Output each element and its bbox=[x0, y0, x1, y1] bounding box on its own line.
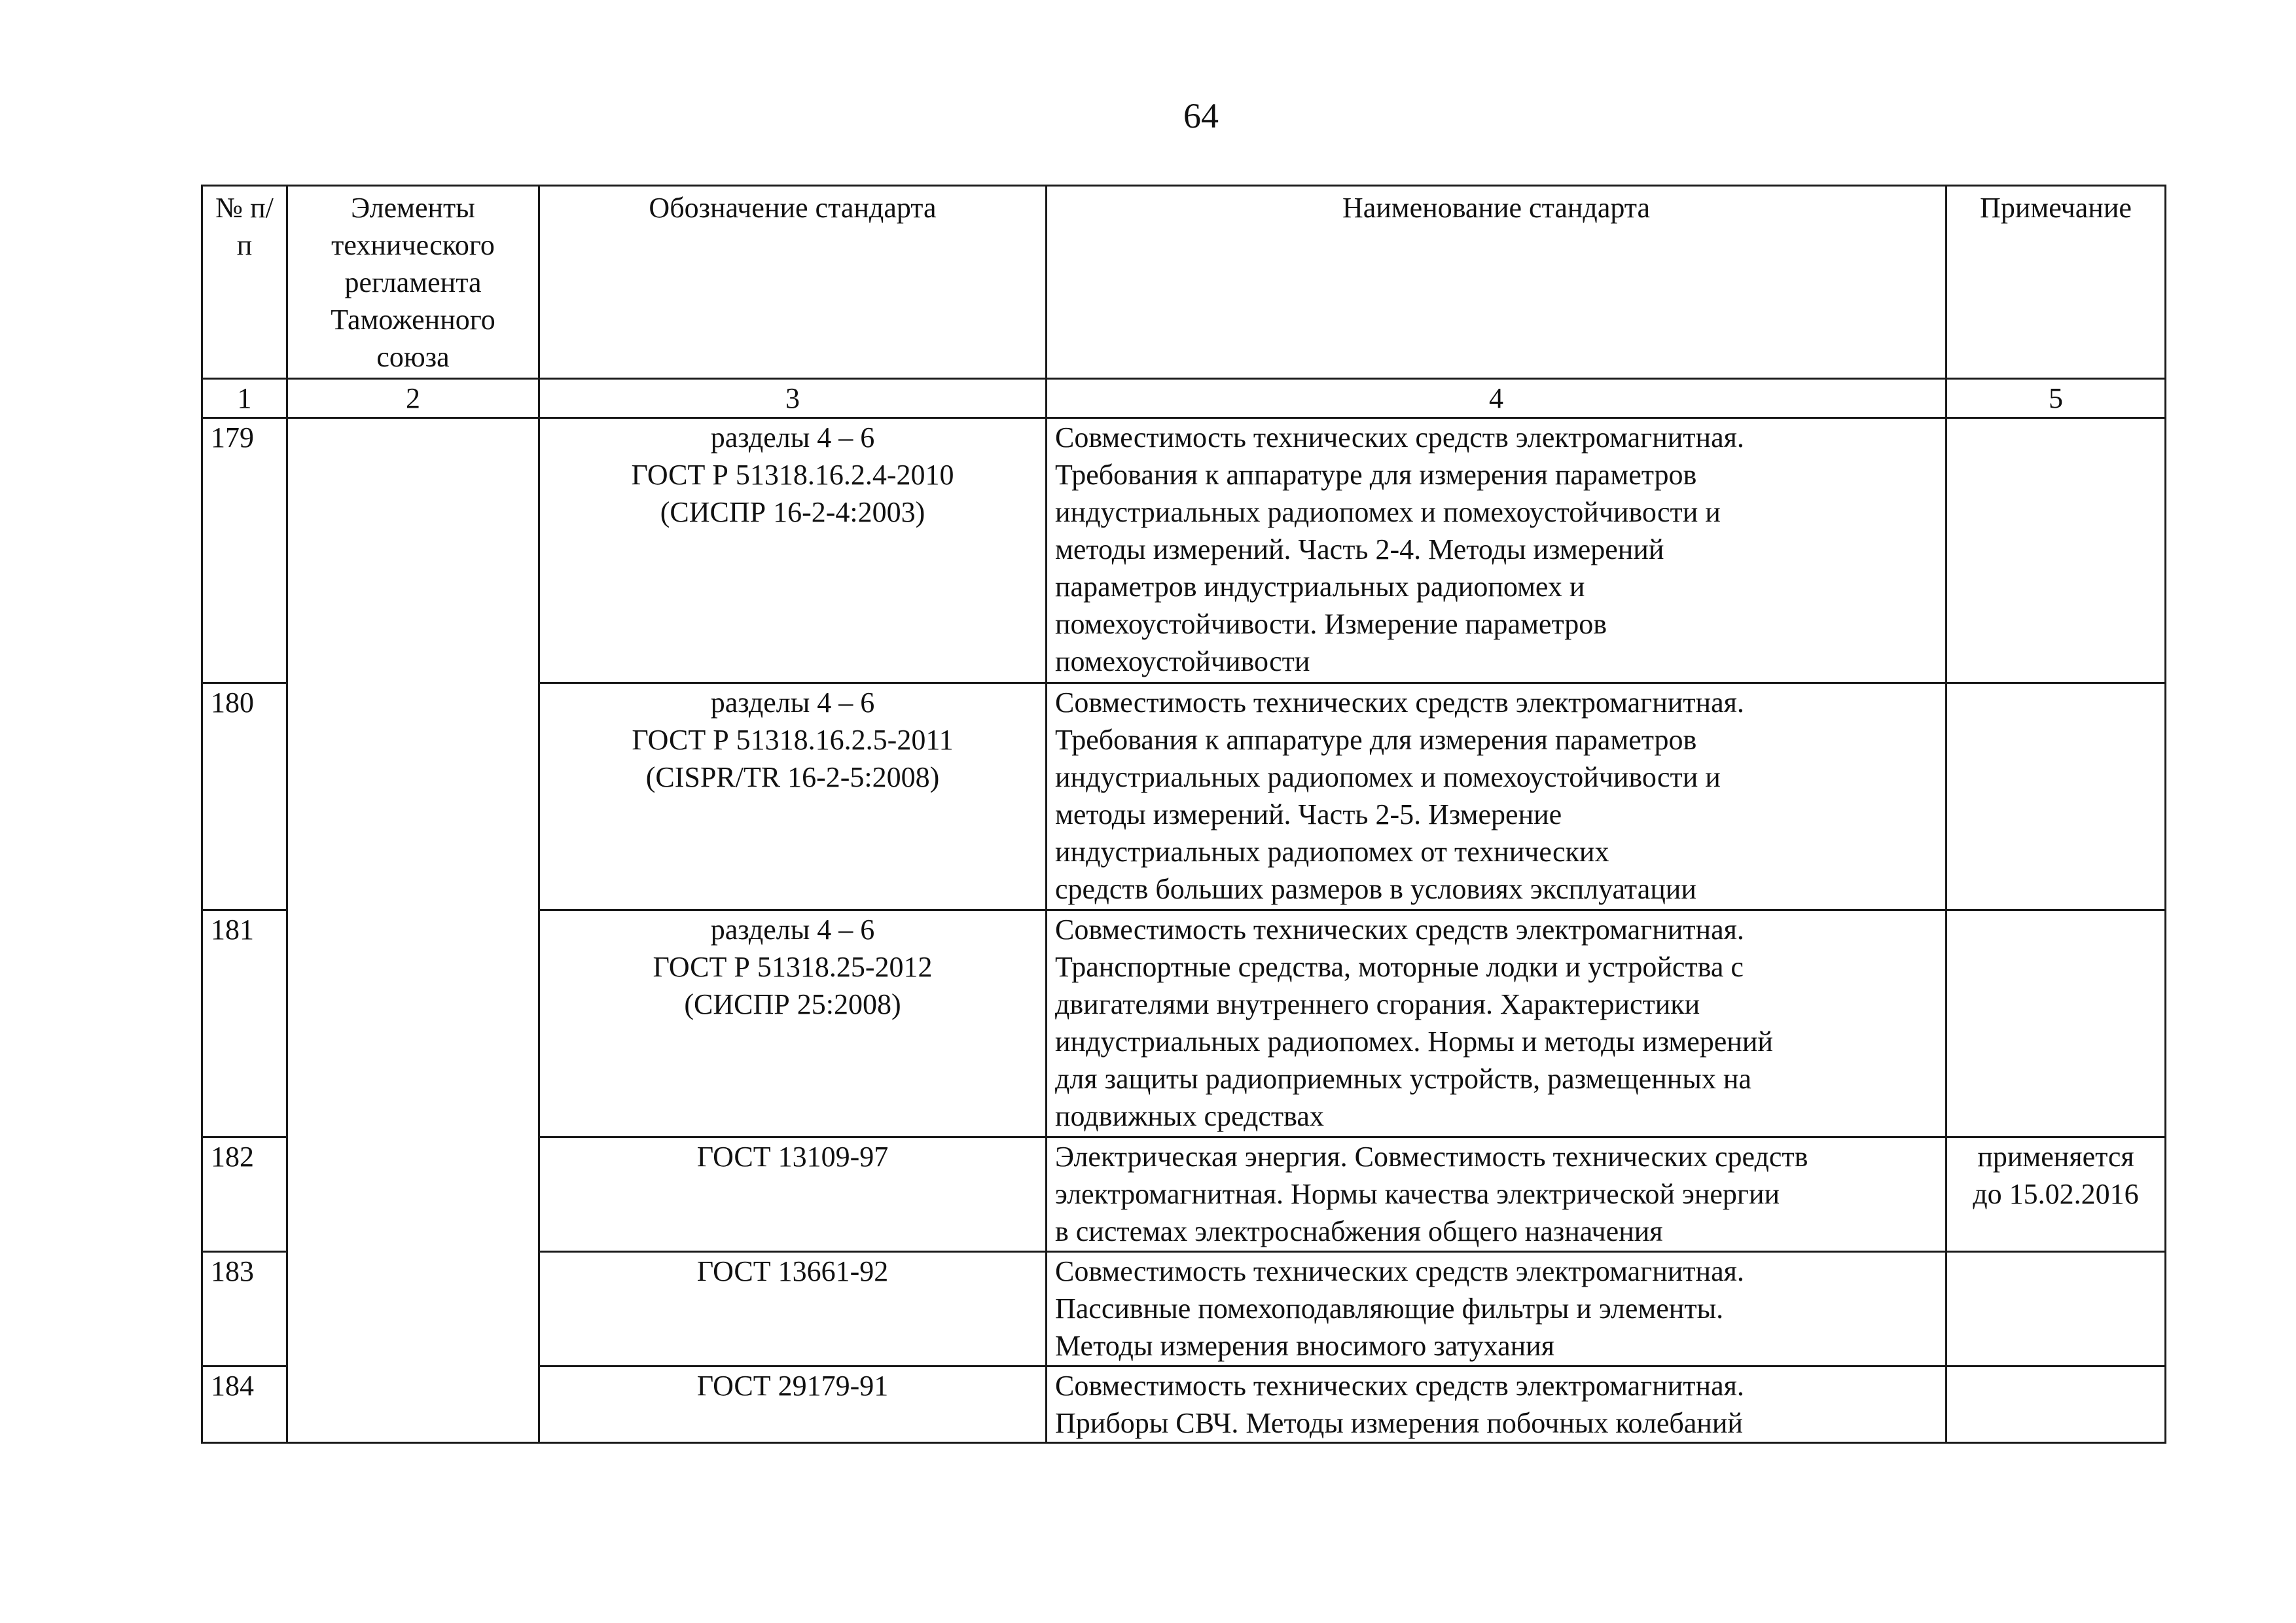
standard-name: Совместимость технических средств электромагнитная. Требования к аппаратуре для измерения параметров индустриальных радиопомех и помехоустойчивости и методы измерений. Часть 2-5. Измерение индустриальных радиопомех от технических средств больших размеров в условиях эксплуатации bbox=[1047, 683, 1946, 910]
elements-cell bbox=[287, 418, 539, 1443]
row-number: 183 bbox=[202, 1252, 287, 1366]
standard-name: Электрическая энергия. Совместимость технических средств электромагнитная. Нормы качества электрической энергии в системах электроснабжения общего назначения bbox=[1047, 1137, 1946, 1252]
column-number-row bbox=[202, 379, 2166, 418]
table-row bbox=[202, 418, 2166, 683]
header-num: № п/п bbox=[202, 186, 287, 379]
standard-code: ГОСТ 13109-97 bbox=[539, 1137, 1047, 1252]
standard-note bbox=[1946, 683, 2166, 910]
standards-table bbox=[201, 185, 2166, 1444]
row-number: 184 bbox=[202, 1366, 287, 1443]
column-number: 5 bbox=[1946, 379, 2166, 418]
standard-note bbox=[1946, 1252, 2166, 1366]
column-number: 4 bbox=[1047, 379, 1946, 418]
column-number: 2 bbox=[287, 379, 539, 418]
row-number: 179 bbox=[202, 418, 287, 683]
standard-note: применяется до 15.02.2016 bbox=[1946, 1137, 2166, 1252]
standard-name: Совместимость технических средств электромагнитная. Транспортные средства, моторные лодки и устройства с двигателями внутреннего сгорания. Характеристики индустриальных радиопомех. Нормы и методы измерений для защиты радиоприемных устройств, размещенных на подвижных средствах bbox=[1047, 910, 1946, 1137]
header-name: Наименование стандарта bbox=[1047, 186, 1946, 379]
header-note: Примечание bbox=[1946, 186, 2166, 379]
standard-name: Совместимость технических средств электромагнитная. Пассивные помехоподавляющие фильтры и элементы. Методы измерения вносимого затухания bbox=[1047, 1252, 1946, 1366]
page-number: 64 bbox=[1183, 96, 1219, 135]
standard-code: разделы 4 – 6 ГОСТ Р 51318.16.2.4-2010 (СИСПР 16-2-4:2003) bbox=[539, 418, 1047, 683]
row-number: 181 bbox=[202, 910, 287, 1137]
table-header-row bbox=[202, 186, 2166, 379]
row-number: 182 bbox=[202, 1137, 287, 1252]
standard-note bbox=[1946, 418, 2166, 683]
standard-code: разделы 4 – 6 ГОСТ Р 51318.25-2012 (СИСПР 25:2008) bbox=[539, 910, 1047, 1137]
standard-note bbox=[1946, 910, 2166, 1137]
standard-name: Совместимость технических средств электромагнитная. Требования к аппаратуре для измерения параметров индустриальных радиопомех и помехоустойчивости и методы измерений. Часть 2-4. Методы измерений параметров индустриальных радиопомех и помехоустойчивости. Измерение параметров помехоустойчивости bbox=[1047, 418, 1946, 683]
row-number: 180 bbox=[202, 683, 287, 910]
header-elements: Элементы технического регламента Таможенного союза bbox=[287, 186, 539, 379]
standard-code: ГОСТ 13661-92 bbox=[539, 1252, 1047, 1366]
column-number: 1 bbox=[202, 379, 287, 418]
standard-code: разделы 4 – 6 ГОСТ Р 51318.16.2.5-2011 (CISPR/TR 16-2-5:2008) bbox=[539, 683, 1047, 910]
header-code: Обозначение стандарта bbox=[539, 186, 1047, 379]
standard-note bbox=[1946, 1366, 2166, 1443]
standard-code: ГОСТ 29179-91 bbox=[539, 1366, 1047, 1443]
standard-name: Совместимость технических средств электромагнитная. Приборы СВЧ. Методы измерения побочных колебаний bbox=[1047, 1366, 1946, 1443]
column-number: 3 bbox=[539, 379, 1047, 418]
